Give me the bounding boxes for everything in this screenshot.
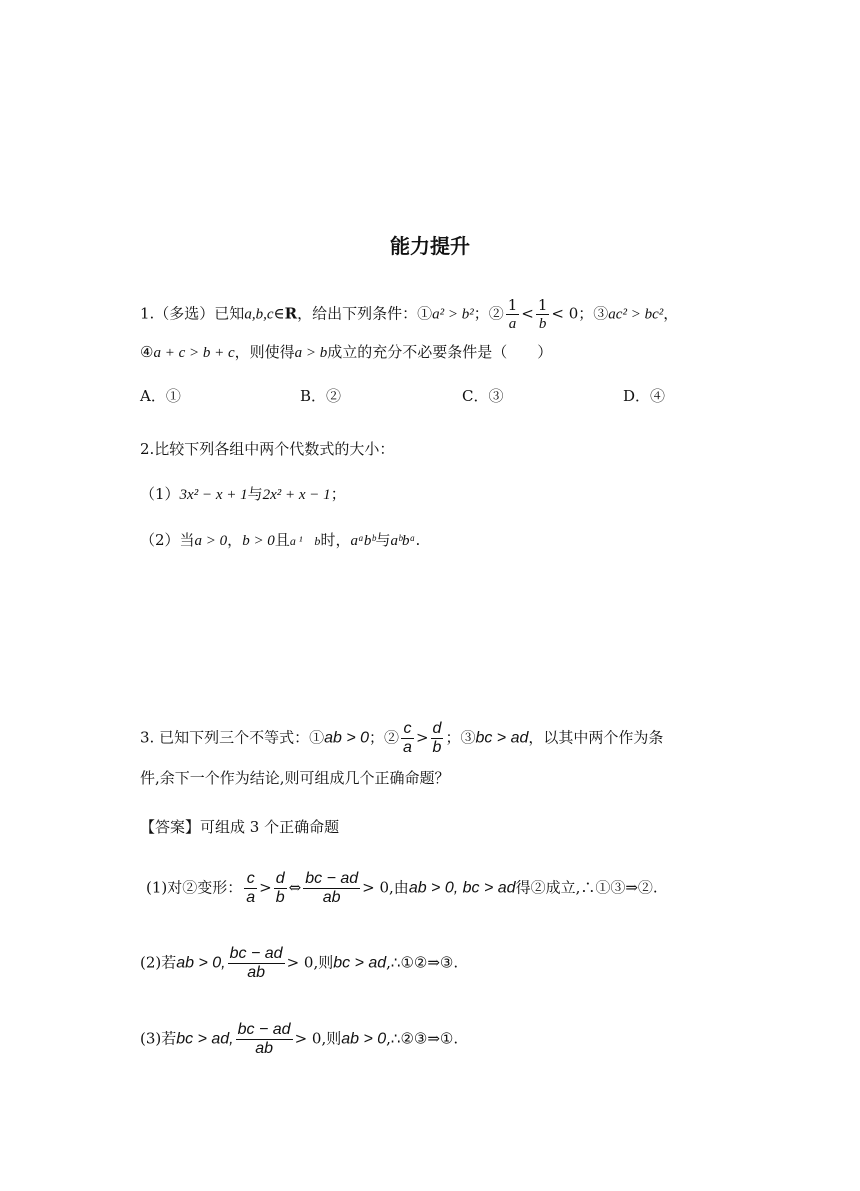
q3-step1-frac-ca-den: a xyxy=(246,889,256,906)
q2-part2-comma: ， xyxy=(227,531,243,549)
q3-step3-result: ab > 0 xyxy=(341,1030,387,1048)
q3-step1-frac-db-num: d xyxy=(275,870,285,887)
q1-frac-1a xyxy=(506,296,520,333)
q3-line2: 件,余下一个作为结论,则可组成几个正确命题？ xyxy=(140,769,450,787)
q3-ineq3: bc > ad xyxy=(475,729,529,747)
q1-cond1: a² > b² xyxy=(432,306,474,323)
q1-intro: 1.（多选）已知 xyxy=(140,304,245,323)
q3-step3 xyxy=(140,1021,458,1058)
q1-question: 成立的充分不必要条件是（ ） xyxy=(327,343,553,361)
q1-vars: a,b,c xyxy=(244,306,274,323)
q2-part1-expr2: 2x² + x − 1 xyxy=(262,487,331,503)
q3-step3-frac-num: bc − ad xyxy=(237,1021,291,1038)
q1-in: ∈ xyxy=(273,304,285,323)
q3-step2 xyxy=(140,945,458,982)
q1-then: ，则使得 xyxy=(234,343,295,361)
q1-option-d: D．④ xyxy=(623,387,666,405)
q3-line1-tail: ，以其中两个作为条 xyxy=(528,728,664,747)
q3-step1-label: (1)对②变形： xyxy=(146,878,243,897)
q1-line2 xyxy=(140,340,552,365)
q3-step1-frac-main-num: bc − ad xyxy=(305,870,359,887)
q3-step2-label: (2)若 xyxy=(140,953,177,972)
q3-step1 xyxy=(146,870,658,907)
q1-goal: a > b xyxy=(294,345,328,361)
q3-frac-ca xyxy=(401,720,414,757)
q3-step1-tail: > 0,由 xyxy=(362,878,409,897)
q3-frac-ca-den: a xyxy=(403,739,412,756)
q3-step2-result: bc > ad xyxy=(333,954,387,972)
q1-option-a: A．① xyxy=(140,387,181,405)
q2-part1-mid: 与 xyxy=(247,485,263,503)
q1-frac-1b-den: b xyxy=(538,316,547,332)
q1-given: ，给出下列条件：① xyxy=(297,304,433,323)
q3-line1 xyxy=(140,720,663,757)
q3-sep1: ；② xyxy=(369,728,400,747)
q1-circ4: ④ xyxy=(140,343,154,361)
q3-ineq1: ab > 0 xyxy=(324,729,370,747)
q2-part1-expr1: 3x² − x + 1 xyxy=(179,487,248,503)
q3-step2-tail: > 0,则 xyxy=(286,953,334,972)
q1-frac-1a-num: 1 xyxy=(507,296,518,314)
q2-part2-ab: a ¹ b xyxy=(289,534,321,548)
q3-step2-cond: ab > 0, xyxy=(176,954,226,972)
q2-part2-end: . xyxy=(415,531,421,549)
q3-frac-ca-num: c xyxy=(401,720,414,739)
q3-frac-db-num: d xyxy=(432,720,442,737)
q1-cond4: a + c > b + c xyxy=(153,345,235,361)
q3-step1-frac-main-den: ab xyxy=(322,889,341,906)
q2-part2-when: 时， xyxy=(320,531,351,549)
q2-heading: 2.比较下列各组中两个代数式的大小： xyxy=(140,440,395,458)
q3-step1-cond: ab > 0, bc > ad xyxy=(408,879,516,897)
q2-part2-b: b > 0 xyxy=(242,533,275,549)
q3-step1-frac-db xyxy=(274,870,287,907)
q1-line1 xyxy=(140,296,678,333)
q2-part1-end: ； xyxy=(330,485,346,503)
q3-step3-frac xyxy=(236,1021,293,1058)
page-title: 能力提升 xyxy=(390,234,470,258)
q3-step1-frac-ca xyxy=(244,870,257,907)
q1-frac-1b-num: 1 xyxy=(537,296,548,314)
q3-step1-gt: > xyxy=(259,878,272,897)
q3-step2-end: ,∴①②⇒③. xyxy=(386,953,459,972)
q3-step3-frac-den: ab xyxy=(255,1040,273,1057)
q1-line1-end: ， xyxy=(663,304,679,323)
q1-cond3: ac² > bc² xyxy=(608,306,664,323)
q3-step3-end: ,∴②③⇒①. xyxy=(386,1029,459,1048)
q1-real-set: R xyxy=(284,304,298,323)
q3-step1-end: 得②成立,∴①③⇒②. xyxy=(515,878,658,897)
q3-intro: 3. 已知下列三个不等式：① xyxy=(140,728,325,747)
q3-sep2: ；③ xyxy=(445,728,476,747)
q2-part2-a: a > 0 xyxy=(194,533,228,549)
q2-part2-mid: 与 xyxy=(375,531,391,549)
q3-step2-frac xyxy=(228,945,285,982)
q1-frac-1b xyxy=(536,296,550,333)
q3-answer: 【答案】可组成 3 个正确命题 xyxy=(140,818,340,836)
q3-frac-db-den: b xyxy=(432,739,442,756)
q1-sep1: ；② xyxy=(473,304,504,323)
q3-step3-tail: > 0,则 xyxy=(294,1029,342,1048)
q1-cond2-tail: < 0 xyxy=(551,304,579,323)
q1-option-c: C．③ xyxy=(462,387,504,405)
q1-sep2: ；③ xyxy=(578,304,609,323)
q3-step3-cond: bc > ad, xyxy=(176,1030,234,1048)
q3-step3-label: (3)若 xyxy=(140,1029,177,1048)
q2-part2-expr2: aᵇbᵃ xyxy=(390,533,416,549)
q3-step2-frac-den: ab xyxy=(247,964,265,981)
q1-frac-1a-den: a xyxy=(508,316,517,332)
q3-gt: > xyxy=(415,728,429,747)
q3-step2-frac-num: bc − ad xyxy=(229,945,283,962)
q2-part1-label: （1） xyxy=(140,485,180,503)
q3-frac-db xyxy=(431,720,444,757)
q2-part2-and: 且 xyxy=(274,531,290,549)
q3-step1-frac-ca-num: c xyxy=(244,870,257,889)
q2-part1 xyxy=(140,482,346,507)
q1-lt: < xyxy=(521,304,534,323)
q3-step1-iff: ⇔ xyxy=(288,878,302,897)
q2-part2-label: （2）当 xyxy=(140,531,195,549)
q1-option-b: B．② xyxy=(300,387,342,405)
q3-step1-frac-main xyxy=(303,870,360,907)
q2-part2 xyxy=(140,528,420,553)
q3-step1-frac-db-den: b xyxy=(275,889,285,906)
q2-part2-expr1: aᵃbᵇ xyxy=(350,533,376,549)
